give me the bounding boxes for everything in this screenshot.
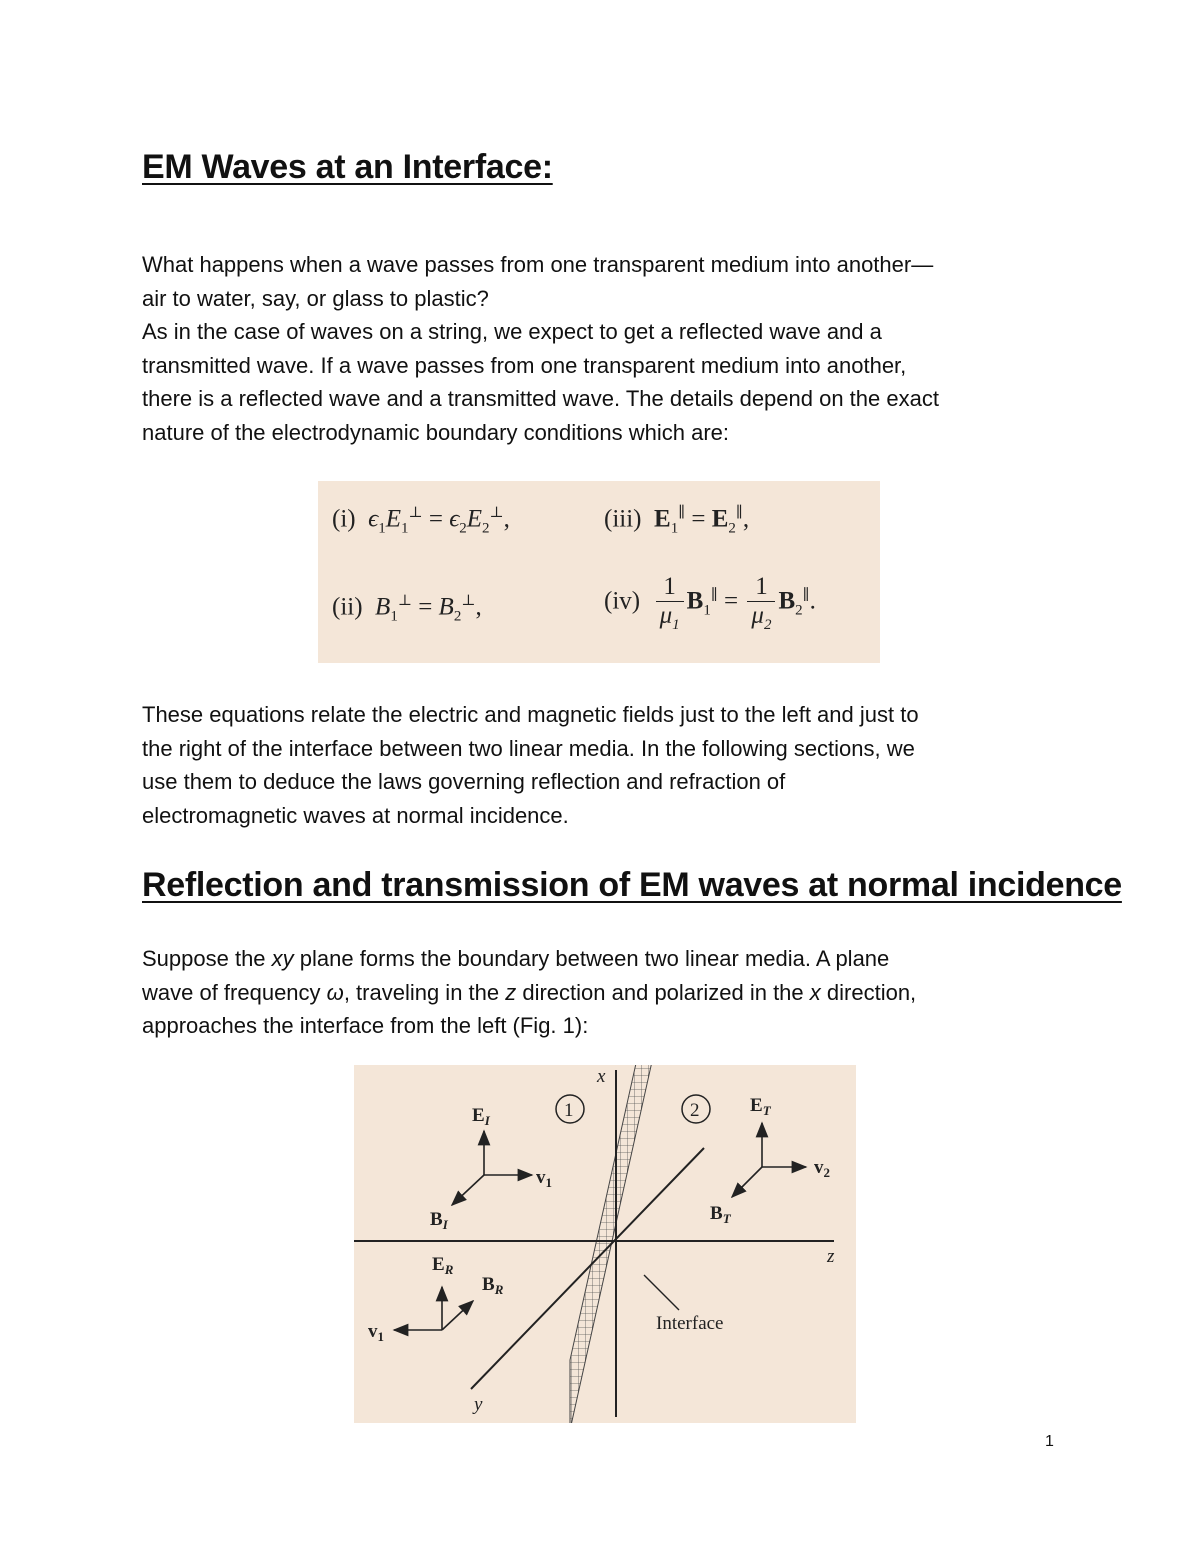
x-axis-label: x	[597, 1066, 606, 1087]
v2-label: $v_2$	[814, 1157, 830, 1180]
intro-line: air to water, say, or glass to plastic?	[142, 285, 489, 311]
section-heading: Reflection and transmission of EM waves at normal incidence	[142, 866, 1122, 904]
intro-line: What happens when a wave passes from one transparent medium into another—	[142, 252, 934, 277]
interface-diagram	[354, 1065, 856, 1423]
b-reflected-label: $B_R$	[482, 1274, 504, 1297]
v1-reflected-label: $v_1$	[368, 1321, 384, 1344]
reflected-wave-vectors	[368, 1254, 504, 1344]
explanation-line: the right of the interface between two linear media. In the following sections, we	[142, 735, 915, 761]
explanation-line: These equations relate the electric and magnetic fields just to the left and just to	[142, 702, 919, 727]
setup-paragraph	[142, 942, 1082, 1043]
intro-line: As in the case of waves on a string, we expect to get a reflected wave and a	[142, 319, 882, 345]
e-incident-label: $E_I$	[472, 1105, 490, 1128]
equation-label: (i)	[332, 505, 356, 533]
interface-plane	[570, 1065, 659, 1423]
setup-line: Suppose the xy plane forms the boundary between two linear media. A plane	[142, 946, 890, 971]
intro-paragraph	[142, 248, 1082, 450]
explanation-line: use them to deduce the laws governing reflection and refraction of	[142, 769, 786, 795]
intro-line: nature of the electrodynamic boundary conditions which are:	[142, 419, 730, 445]
equation-i: (i) $\epsilon_1E_1^\perp = \epsilon_2E_2^\perp$,	[332, 505, 510, 537]
b-transmitted-label: $B_T$	[710, 1203, 731, 1226]
setup-line: wave of frequency ω, traveling in the z direction and polarized in the x direction,	[142, 979, 917, 1005]
explanation-line: electromagnetic waves at normal incidence.	[142, 802, 569, 828]
incident-wave-vectors	[430, 1105, 552, 1232]
page-title: EM Waves at an Interface:	[142, 148, 553, 186]
intro-line: transmitted wave. If a wave passes from one transparent medium into another,	[142, 352, 907, 378]
interface-label: Interface	[656, 1313, 724, 1334]
equation-iii: (iii) $E_1^\parallel = E_2^\parallel$,	[604, 505, 750, 537]
e-reflected-label: $E_R$	[432, 1254, 454, 1277]
interface-pointer	[644, 1275, 679, 1310]
intro-line: there is a reflected wave and a transmitted wave. The details depend on the exact	[142, 386, 939, 412]
medium-2-label: 2	[690, 1100, 700, 1121]
page-number: 1	[1045, 1433, 1054, 1450]
b-incident-label: $B_I$	[430, 1209, 448, 1232]
e-transmitted-label: $E_T$	[750, 1095, 771, 1118]
equation-ii: (ii) $B_1^\perp = B_2^\perp$,	[332, 593, 482, 625]
y-axis-label: y	[474, 1394, 483, 1415]
medium-1-label: 1	[564, 1100, 574, 1121]
v1-incident-label: $v_1$	[536, 1167, 552, 1190]
transmitted-wave-vectors	[710, 1095, 830, 1226]
equation-label: (iii)	[604, 505, 642, 533]
equation-label: (ii)	[332, 593, 363, 621]
z-axis-label: z	[827, 1246, 835, 1267]
interface-figure	[354, 1065, 856, 1423]
setup-line: approaches the interface from the left (Fig. 1):	[142, 1013, 589, 1039]
boundary-conditions-image	[318, 481, 880, 663]
explanation-paragraph	[142, 698, 1082, 832]
equation-label: (iv)	[604, 587, 641, 615]
equation-iv: (iv) $\frac{1}{\mu_1}$ $B_1^\parallel$ = $\frac{1}{\mu_2}$ $B_2^\parallel$.	[604, 573, 816, 633]
